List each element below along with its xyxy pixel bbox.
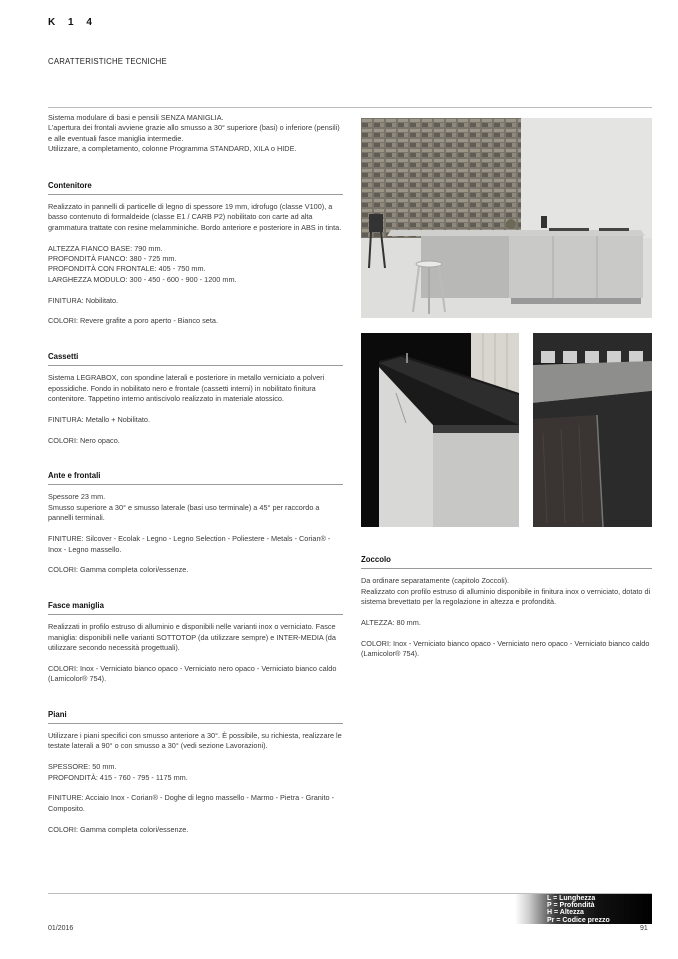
kitchen-illustration [361, 118, 652, 318]
intro-line: Utilizzare, a completamento, colonne Programma STANDARD, XILA o HIDE. [48, 144, 297, 154]
intro-line: L’apertura dei frontali avviene grazie allo smusso a 30° superiore (basi) o inferiore (pensili) e alle eventuali fasce maniglia intermedie. [48, 123, 340, 143]
page-subtitle: CARATTERISTICHE TECNICHE [48, 57, 167, 66]
section-zoccolo [361, 555, 652, 670]
finish-text: FINITURA: Nobilitato. [48, 295, 119, 305]
section-title: Piani [48, 710, 343, 724]
section-title: Ante e frontali [48, 471, 343, 485]
dimension-line: PROFONDITÀ FIANCO: 380 - 725 mm. [48, 254, 177, 264]
section-fasce [48, 601, 343, 685]
colors-text: COLORI: Revere grafite a poro aperto - Bianco seta. [48, 316, 218, 326]
colors-text: COLORI: Gamma completa colori/essenze. [48, 565, 189, 575]
kitchen-photo-island [361, 333, 519, 527]
top-divider [48, 107, 652, 108]
dimension-line: PROFONDITÀ CON FRONTALE: 405 - 750 mm. [48, 264, 206, 274]
finish-text: FINITURE: Acciaio Inox - Corian® - Doghe di legno massello - Marmo - Pietra - Granito - Composito. [48, 793, 334, 813]
section-text: Spessore 23 mm. Smusso superiore a 30° e smusso laterale (basi uso terminale) a 45° per raccordo a pannelli terminali. [48, 492, 320, 523]
section-title: Cassetti [48, 352, 343, 366]
left-column [48, 113, 343, 845]
legend-item: L = Lunghezza [547, 895, 596, 902]
kitchen-photo-detail [533, 333, 652, 527]
legend-list [547, 895, 610, 924]
section-cassetti [48, 352, 343, 446]
section-piani [48, 710, 343, 835]
section-text: Realizzati in profilo estruso di alluminio e disponibili nelle varianti inox o verniciato. Fasce maniglia: disponibili nelle varianti SOTTOTOP (da utilizzare sempre) e INTER-MEDIA (da utilizzare secondo necessità progettuali). [48, 622, 336, 652]
section-contenitore [48, 181, 343, 327]
page-number: 91 [640, 925, 648, 932]
dimension-line: PROFONDITÀ: 415 - 760 - 795 - 1175 mm. [48, 772, 188, 782]
section-text: Utilizzare i piani specifici con smusso anteriore a 30°. È possibile, su richiesta, realizzare le testate laterali a 90° o con smusso a 30° (vedi sezione Lavorazioni). [48, 730, 342, 751]
colors-text: COLORI: Inox - Verniciato bianco opaco - Verniciato nero opaco - Verniciato bianco caldo (Lamicolor® 754). [361, 638, 650, 659]
island-illustration [361, 333, 519, 527]
legend-item: P = Profondità [547, 902, 595, 910]
legend-item: H = Altezza [547, 909, 584, 917]
colors-text: COLORI: Nero opaco. [48, 435, 120, 445]
kitchen-photo-main [361, 118, 652, 318]
dimensions-block [48, 244, 343, 286]
dimensions-block [48, 762, 343, 783]
dimension-line: SPESSORE: 50 mm. [48, 762, 117, 772]
height-text: ALTEZZA: 80 mm. [361, 618, 421, 628]
footer-date: 01/2016 [48, 925, 74, 932]
section-text: Da ordinare separatamente (capitolo Zoccoli). Realizzato con profilo estruso di alluminio disponibile in finitura inox o verniciato, dotato di sistema brevettato per la regolazione in altezza e profondità. [361, 576, 651, 607]
section-title: Contenitore [48, 181, 343, 195]
finish-text: FINITURE: Silcover - Ecolak - Legno - Legno Selection - Poliestere - Metals - Corian® - Inox - Legno massello. [48, 534, 331, 554]
dimension-line: LARGHEZZA MODULO: 300 - 450 - 600 - 900 - 1200 mm. [48, 274, 237, 284]
section-text: Realizzato in pannelli di particelle di legno di spessore 19 mm, idrofugo (classe V100), a basso contenuto di formaldeide (classe E1 / CARB P2) nobilitato con carte ad alta grammatura trattate con resine melamminiche. Bordo anteriore e posteriore in ABS in tinta. [48, 202, 342, 232]
section-text: Sistema LEGRABOX, con spondine laterali e posteriore in metallo verniciato a polveri epossidiche. Fondo in nobilitato nero e frontale (cassetti interni) in nobilitato finitura contenitore. Tappetino interno antiscivolo realizzato in materiale atossico. [48, 373, 325, 404]
section-title: Zoccolo [361, 555, 652, 569]
colors-text: COLORI: Gamma completa colori/essenze. [48, 824, 189, 834]
legend-item: Pr = Codice prezzo [547, 916, 610, 924]
colors-text: COLORI: Inox - Verniciato bianco opaco - Verniciato nero opaco - Verniciato bianco caldo (Lamicolor® 754). [48, 663, 337, 684]
section-title: Fasce maniglia [48, 601, 343, 615]
section-ante [48, 471, 343, 576]
intro [48, 113, 343, 155]
brand-title: K 1 4 [48, 17, 97, 28]
finish-text: FINITURA: Metallo + Nobilitato. [48, 414, 150, 424]
intro-line: Sistema modulare di basi e pensili SENZA MANIGLIA. [48, 113, 224, 122]
legend-box [515, 894, 652, 924]
dimension-line: ALTEZZA FIANCO BASE: 790 mm. [48, 243, 163, 253]
detail-illustration [533, 333, 652, 527]
